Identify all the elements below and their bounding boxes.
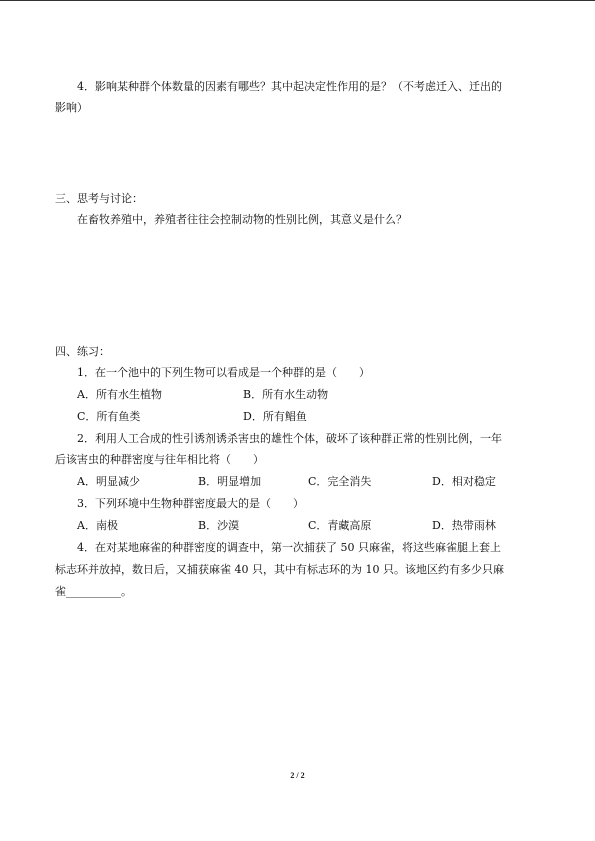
q4-line2: 影响） (55, 101, 88, 114)
ex3-stem: 3．下列环境中生物种群密度最大的是（ ） (77, 497, 304, 510)
section3-question: 在畜牧养殖中，养殖者往往会控制动物的性别比例，其意义是什么？ (77, 213, 407, 226)
ex3-option-c: C．青藏高原 (308, 519, 372, 532)
ex1-option-d: D．所有鲳鱼 (243, 410, 307, 423)
ex4-line2: 标志环并放掉，数日后，又捕获麻雀 40 只，其中有标志环的为 10 只。该地区约有多少只麻 (55, 563, 504, 576)
ex2-option-d: D．相对稳定 (432, 475, 496, 488)
section4-heading: 四、练习： (55, 345, 110, 358)
ex1-option-c: C．所有鱼类 (77, 410, 141, 423)
ex3-option-a: A．南极 (77, 519, 118, 532)
page-number: 2 / 2 (290, 771, 305, 780)
ex2-option-c: C．完全消失 (308, 475, 372, 488)
ex2-stem-line2: 后该害虫的种群密度与往年相比将（ ） (55, 453, 264, 466)
ex2-option-a: A．明显减少 (77, 475, 140, 488)
section3-heading: 三、思考与讨论： (55, 192, 143, 205)
ex2-stem-line1: 2．利用人工合成的性引诱剂诱杀害虫的雄性个体，破坏了该种群正常的性别比例，一年 (77, 432, 502, 445)
ex3-option-b: B．沙漠 (198, 519, 240, 532)
ex4-line3: 雀__________。 (55, 585, 132, 598)
ex1-stem: 1．在一个池中的下列生物可以看成是一个种群的是（ ） (77, 366, 370, 379)
ex1-option-b: B．所有水生动物 (243, 388, 329, 401)
ex1-option-a: A．所有水生植物 (77, 388, 162, 401)
top-rule (0, 0, 595, 1)
ex3-option-d: D．热带雨林 (432, 519, 496, 532)
q4-line1: 4．影响某种群个体数量的因素有哪些？其中起决定性作用的是？（不考虑迁入、迁出的 (77, 80, 502, 93)
ex4-line1: 4．在对某地麻雀的种群密度的调查中，第一次捕获了 50 只麻雀，将这些麻雀腿上套上 (77, 541, 501, 554)
ex2-option-b: B．明显增加 (198, 475, 262, 488)
